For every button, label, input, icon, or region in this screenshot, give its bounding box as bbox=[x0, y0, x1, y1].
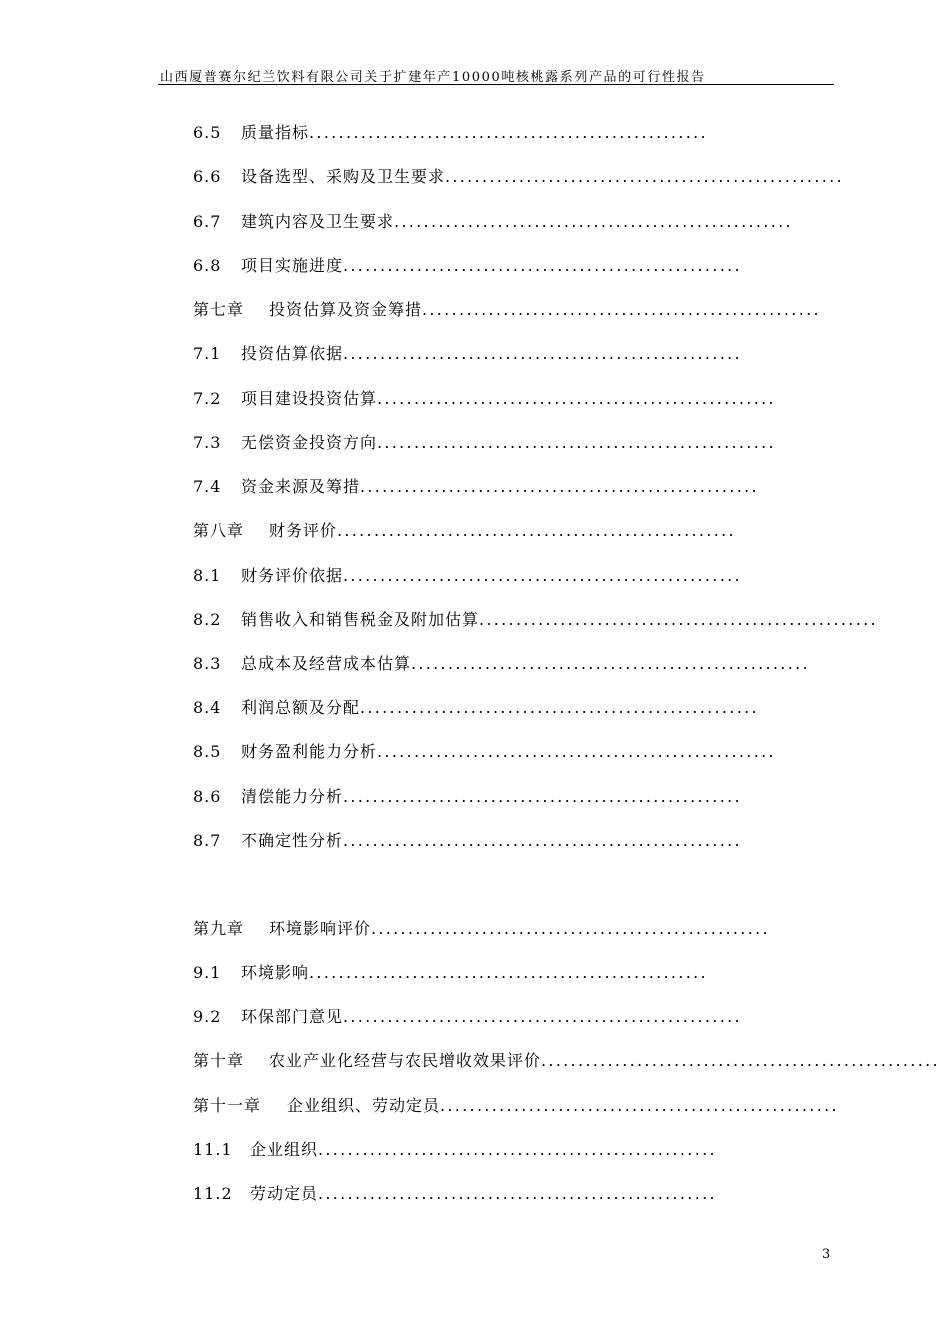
toc-entry[interactable] bbox=[193, 737, 776, 767]
toc-number: 7.4 bbox=[193, 477, 222, 496]
toc-entry[interactable] bbox=[193, 516, 773, 546]
toc-title: 利润总额及分配 bbox=[241, 698, 361, 717]
toc-number: 7.3 bbox=[193, 433, 222, 452]
toc-title: 无偿资金投资方向 bbox=[241, 433, 378, 452]
toc-number: 8.7 bbox=[193, 831, 222, 850]
toc-leader: ...................................................... bbox=[343, 344, 742, 363]
toc-entry[interactable] bbox=[193, 649, 810, 679]
toc-title: 项目建设投资估算 bbox=[241, 389, 378, 408]
toc-leader: ...................................................... bbox=[541, 1051, 940, 1070]
toc-number: 8.4 bbox=[193, 698, 222, 717]
toc-entry[interactable] bbox=[193, 1091, 839, 1121]
toc-number: 第十章 bbox=[193, 1051, 245, 1070]
toc-leader: ...................................................... bbox=[309, 123, 708, 142]
toc-number: 8.3 bbox=[193, 654, 222, 673]
toc-title: 清偿能力分析 bbox=[241, 787, 344, 806]
toc-leader: ...................................................... bbox=[371, 919, 770, 938]
toc-leader: ...................................................... bbox=[445, 167, 844, 186]
toc-entry[interactable] bbox=[193, 826, 763, 856]
toc-title: 销售收入和销售税金及附加估算 bbox=[241, 610, 480, 629]
toc-number: 6.7 bbox=[193, 212, 222, 231]
toc-number: 9.2 bbox=[193, 1007, 222, 1026]
toc-title: 项目实施进度 bbox=[241, 256, 344, 275]
toc-leader: ...................................................... bbox=[377, 742, 776, 761]
toc-entry[interactable] bbox=[193, 561, 773, 591]
toc-number: 第八章 bbox=[193, 521, 245, 540]
toc-title: 不确定性分析 bbox=[241, 831, 344, 850]
toc-leader: ...................................................... bbox=[343, 566, 742, 585]
toc-title: 环保部门意见 bbox=[241, 1007, 344, 1026]
toc-number: 7.1 bbox=[193, 344, 222, 363]
toc-title: 财务盈利能力分析 bbox=[241, 742, 378, 761]
toc-entry[interactable] bbox=[193, 207, 793, 237]
toc-entry[interactable] bbox=[193, 472, 773, 502]
toc-title: 资金来源及筹措 bbox=[241, 477, 361, 496]
toc-title: 质量指标 bbox=[241, 123, 310, 142]
toc-leader: ...................................................... bbox=[360, 477, 759, 496]
toc-entry[interactable] bbox=[193, 384, 776, 414]
toc-leader: ...................................................... bbox=[318, 1140, 717, 1159]
toc-number: 11.1 bbox=[193, 1140, 233, 1159]
toc-leader: ...................................................... bbox=[343, 256, 742, 275]
toc-title: 企业组织、劳动定员 bbox=[287, 1096, 441, 1115]
toc-entry[interactable] bbox=[193, 339, 773, 369]
toc-entry[interactable] bbox=[193, 1046, 940, 1076]
toc-entry[interactable] bbox=[193, 118, 763, 148]
toc-leader: ...................................................... bbox=[422, 300, 821, 319]
toc-leader: ...................................................... bbox=[318, 1184, 717, 1203]
toc-number: 6.6 bbox=[193, 167, 222, 186]
toc-entry[interactable] bbox=[193, 1135, 763, 1165]
toc-entry[interactable] bbox=[193, 251, 773, 281]
toc-title: 农业产业化经营与农民增收效果评价 bbox=[269, 1051, 542, 1070]
toc-entry[interactable] bbox=[193, 605, 878, 635]
toc-title: 财务评价依据 bbox=[241, 566, 344, 585]
toc-leader: ...................................................... bbox=[440, 1096, 839, 1115]
toc-number: 8.2 bbox=[193, 610, 222, 629]
toc-leader: ...................................................... bbox=[343, 1007, 742, 1026]
toc-leader: ...................................................... bbox=[343, 831, 742, 850]
toc-leader: ...................................................... bbox=[411, 654, 810, 673]
toc-leader: ...................................................... bbox=[343, 787, 742, 806]
toc-number: 8.1 bbox=[193, 566, 222, 585]
page-number: 3 bbox=[822, 1247, 831, 1262]
toc-number: 8.5 bbox=[193, 742, 222, 761]
header-rule bbox=[158, 84, 834, 85]
running-header: 山西厦普赛尔纪兰饮料有限公司关于扩建年产10000吨核桃露系列产品的可行性报告 bbox=[160, 70, 706, 85]
toc-title: 投资估算依据 bbox=[241, 344, 344, 363]
toc-number: 11.2 bbox=[193, 1184, 233, 1203]
toc-entry[interactable] bbox=[193, 162, 844, 192]
toc-number: 7.2 bbox=[193, 389, 222, 408]
toc-leader: ...................................................... bbox=[394, 212, 793, 231]
toc-entry[interactable] bbox=[193, 428, 776, 458]
toc-entry[interactable] bbox=[193, 295, 821, 325]
toc-leader: ...................................................... bbox=[479, 610, 878, 629]
toc-entry[interactable] bbox=[193, 958, 763, 988]
toc-title: 总成本及经营成本估算 bbox=[241, 654, 412, 673]
toc-title: 设备选型、采购及卫生要求 bbox=[241, 167, 446, 186]
toc-entry[interactable] bbox=[193, 693, 763, 723]
toc-leader: ...................................................... bbox=[337, 521, 736, 540]
toc-title: 投资估算及资金筹措 bbox=[269, 300, 423, 319]
toc-number: 6.5 bbox=[193, 123, 222, 142]
toc-number: 9.1 bbox=[193, 963, 222, 982]
toc-number: 8.6 bbox=[193, 787, 222, 806]
toc-entry[interactable] bbox=[193, 1002, 763, 1032]
toc-entry[interactable] bbox=[193, 1179, 763, 1209]
toc-title: 环境影响评价 bbox=[269, 919, 372, 938]
toc-title: 劳动定员 bbox=[250, 1184, 319, 1203]
toc-entry[interactable] bbox=[193, 914, 770, 944]
toc-number: 6.8 bbox=[193, 256, 222, 275]
toc-entry[interactable] bbox=[193, 782, 763, 812]
toc-number: 第十一章 bbox=[193, 1096, 262, 1115]
toc-leader: ...................................................... bbox=[377, 389, 776, 408]
toc-title: 财务评价 bbox=[269, 521, 338, 540]
toc-number: 第九章 bbox=[193, 919, 245, 938]
toc-title: 环境影响 bbox=[241, 963, 310, 982]
toc-leader: ...................................................... bbox=[309, 963, 708, 982]
toc-leader: ...................................................... bbox=[360, 698, 759, 717]
toc-title: 建筑内容及卫生要求 bbox=[241, 212, 395, 231]
toc-title: 企业组织 bbox=[250, 1140, 319, 1159]
toc-number: 第七章 bbox=[193, 300, 245, 319]
toc-leader: ...................................................... bbox=[377, 433, 776, 452]
